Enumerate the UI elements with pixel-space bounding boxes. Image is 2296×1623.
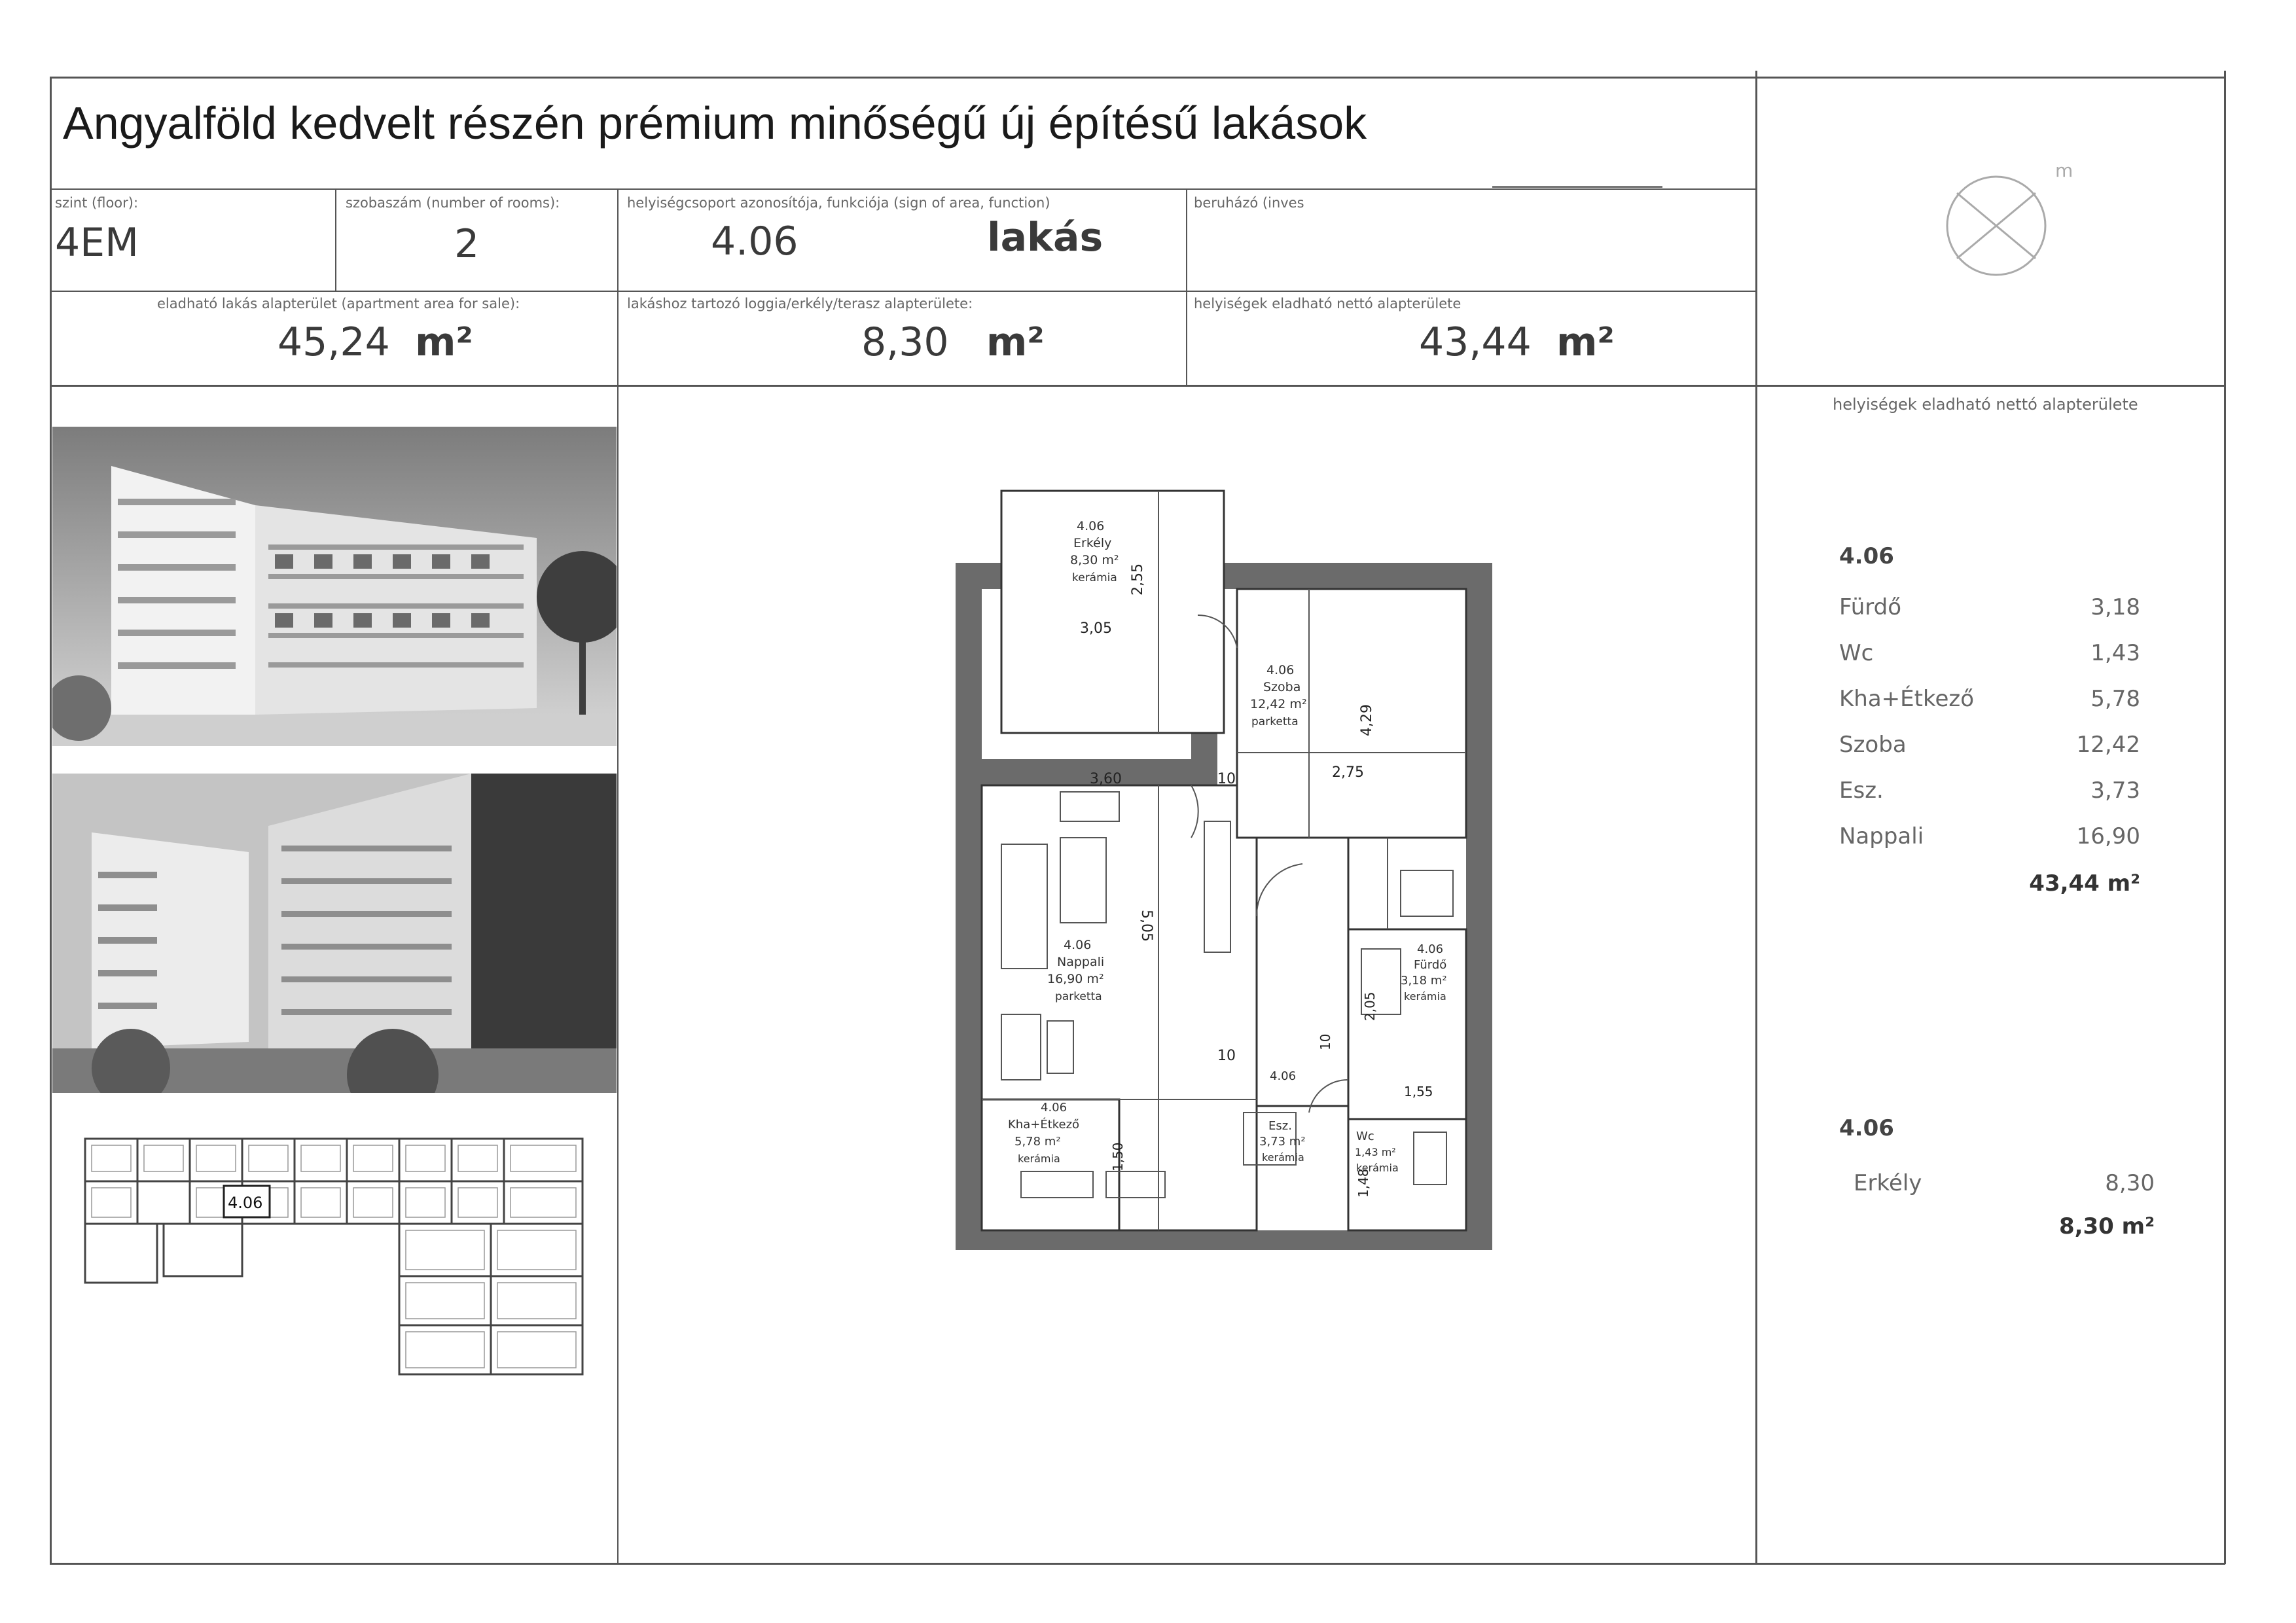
divider-area-row <box>50 385 2225 387</box>
net-area-value: 43,44 <box>1419 319 1532 365</box>
room-area: 3,18 <box>2090 594 2140 620</box>
kitchen-area: 5,78 m² <box>1014 1135 1061 1149</box>
wc-depth: 1,48 <box>1355 1168 1371 1198</box>
bath-width: 1,55 <box>1404 1084 1433 1099</box>
bath-area: 3,18 m² <box>1401 974 1447 988</box>
divider-rooms <box>335 188 336 291</box>
divider-title <box>50 188 1757 190</box>
frame-top <box>50 77 2225 79</box>
floor-label: szint (floor): <box>55 195 139 211</box>
room-name: Kha+Étkező <box>1839 686 1975 712</box>
kitchen-id: 4.06 <box>1041 1101 1067 1115</box>
unit-id: 4.06 <box>711 219 798 264</box>
side-group-balcony-total: 8,30 m² <box>2058 1213 2155 1240</box>
side-group-rooms-id: 4.06 <box>1839 543 1894 569</box>
sale-area <box>278 319 473 365</box>
bedroom-floor: parketta <box>1251 715 1299 728</box>
room-area: 1,43 <box>2090 640 2140 666</box>
room-name: Erkély <box>1854 1170 1922 1196</box>
side-group-balcony <box>1839 1115 2155 1259</box>
bedroom-depth: 4,29 <box>1359 704 1375 736</box>
loggia-area-value: 8,30 <box>861 319 949 365</box>
room-area: 8,30 <box>2105 1170 2155 1196</box>
hall-floor: kerámia <box>1262 1151 1304 1164</box>
net-area <box>1419 319 1615 365</box>
floor-plan <box>942 478 1492 1263</box>
frame-left <box>50 77 52 1564</box>
svg-text:m: m <box>2055 160 2073 181</box>
bath-name: Fürdő <box>1414 958 1447 972</box>
room-area: 16,90 <box>2076 823 2140 849</box>
frame-bottom <box>50 1563 2225 1565</box>
kitchen-name: Kha+Étkező <box>1008 1118 1080 1132</box>
wc-name: Wc <box>1356 1130 1374 1143</box>
room-name: Nappali <box>1839 823 1924 849</box>
door-mark: 10 <box>1217 1048 1236 1064</box>
sale-area-label: eladható lakás alapterület (apartment area for sale): <box>157 296 520 312</box>
wc-floor: kerámia <box>1356 1162 1399 1174</box>
loggia-area <box>861 319 1045 365</box>
living-name: Nappali <box>1057 955 1105 969</box>
bath-depth: 2,05 <box>1362 991 1378 1021</box>
hall-name: Esz. <box>1268 1119 1292 1133</box>
function-label: helyiségcsoport azonosítója, funkciója (sign of area, function) <box>627 195 1050 211</box>
sale-area-unit: m² <box>414 319 473 365</box>
north-arrow-icon <box>1918 151 2088 301</box>
bath-floor: kerámia <box>1404 990 1446 1003</box>
investor-label: beruházó (inves <box>1194 195 1304 211</box>
rooms-value: 2 <box>454 221 480 267</box>
room-area: 12,42 <box>2076 732 2140 758</box>
door-mark: 10 <box>1217 771 1236 787</box>
room-name: Esz. <box>1839 777 1884 804</box>
building-photo-2 <box>52 774 617 1093</box>
hall-area: 3,73 m² <box>1259 1135 1306 1149</box>
living-depth: 5,05 <box>1138 910 1155 942</box>
building-render-2 <box>52 774 617 1093</box>
room-name: Wc <box>1839 640 1874 666</box>
rooms-label: szobaszám (number of rooms): <box>346 195 560 211</box>
divider-left-col <box>617 188 619 1564</box>
net-area-unit: m² <box>1556 319 1615 365</box>
side-group-rooms-total: 43,44 m² <box>2029 870 2140 897</box>
bath-id: 4.06 <box>1417 942 1444 956</box>
room-area: 5,78 <box>2090 686 2140 712</box>
page-title: Angyalföld kedvelt részén prémium minőségű új építésű lakások <box>63 98 1367 149</box>
room-name: Fürdő <box>1839 594 1902 620</box>
bedroom-id: 4.06 <box>1266 663 1295 677</box>
bedroom-name: Szoba <box>1263 680 1301 694</box>
divider-investor <box>1186 188 1187 385</box>
building-photo-1 <box>52 427 617 746</box>
room-name: Szoba <box>1839 732 1907 758</box>
investor-scratch <box>1492 186 1662 188</box>
key-plan <box>72 1126 596 1387</box>
kitchen-floor: kerámia <box>1018 1152 1060 1165</box>
balcony-name: Erkély <box>1073 536 1112 550</box>
unit-function: lakás <box>987 215 1103 260</box>
divider-header-row <box>50 291 1757 292</box>
hall-id: 4.06 <box>1270 1069 1297 1083</box>
bedroom-width: 2,75 <box>1332 764 1364 781</box>
key-plan-unit-label: 4.06 <box>228 1194 263 1212</box>
room-area: 3,73 <box>2090 777 2140 804</box>
living-area: 16,90 m² <box>1047 972 1104 986</box>
side-header: helyiségek eladható nettó alapterülete <box>1833 395 2138 414</box>
door-mark: 10 <box>1318 1033 1333 1050</box>
bedroom-area: 12,42 m² <box>1250 697 1307 711</box>
living-floor: parketta <box>1055 990 1102 1003</box>
side-group-rooms <box>1839 543 2140 910</box>
living-width: 3,60 <box>1090 771 1122 787</box>
wc-area: 1,43 m² <box>1355 1146 1396 1158</box>
balcony-floor: kerámia <box>1072 571 1117 584</box>
balcony-area: 8,30 m² <box>1070 553 1119 567</box>
balcony-width: 3,05 <box>1080 620 1112 637</box>
kitchen-depth: 1,50 <box>1110 1142 1126 1171</box>
building-render-1 <box>52 427 617 746</box>
balcony-id: 4.06 <box>1077 519 1105 533</box>
loggia-area-label: lakáshoz tartozó loggia/erkély/terasz alapterülete: <box>627 296 973 312</box>
floor-value: 4EM <box>55 220 139 266</box>
living-id: 4.06 <box>1064 938 1092 952</box>
side-group-balcony-id: 4.06 <box>1839 1115 1894 1141</box>
frame-right <box>2224 71 2226 1564</box>
divider-right-panel <box>1755 71 1757 1564</box>
net-area-label: helyiségek eladható nettó alapterülete <box>1194 296 1462 312</box>
balcony-depth: 2,55 <box>1130 563 1146 596</box>
loggia-area-unit: m² <box>986 319 1045 365</box>
sale-area-value: 45,24 <box>278 319 390 365</box>
